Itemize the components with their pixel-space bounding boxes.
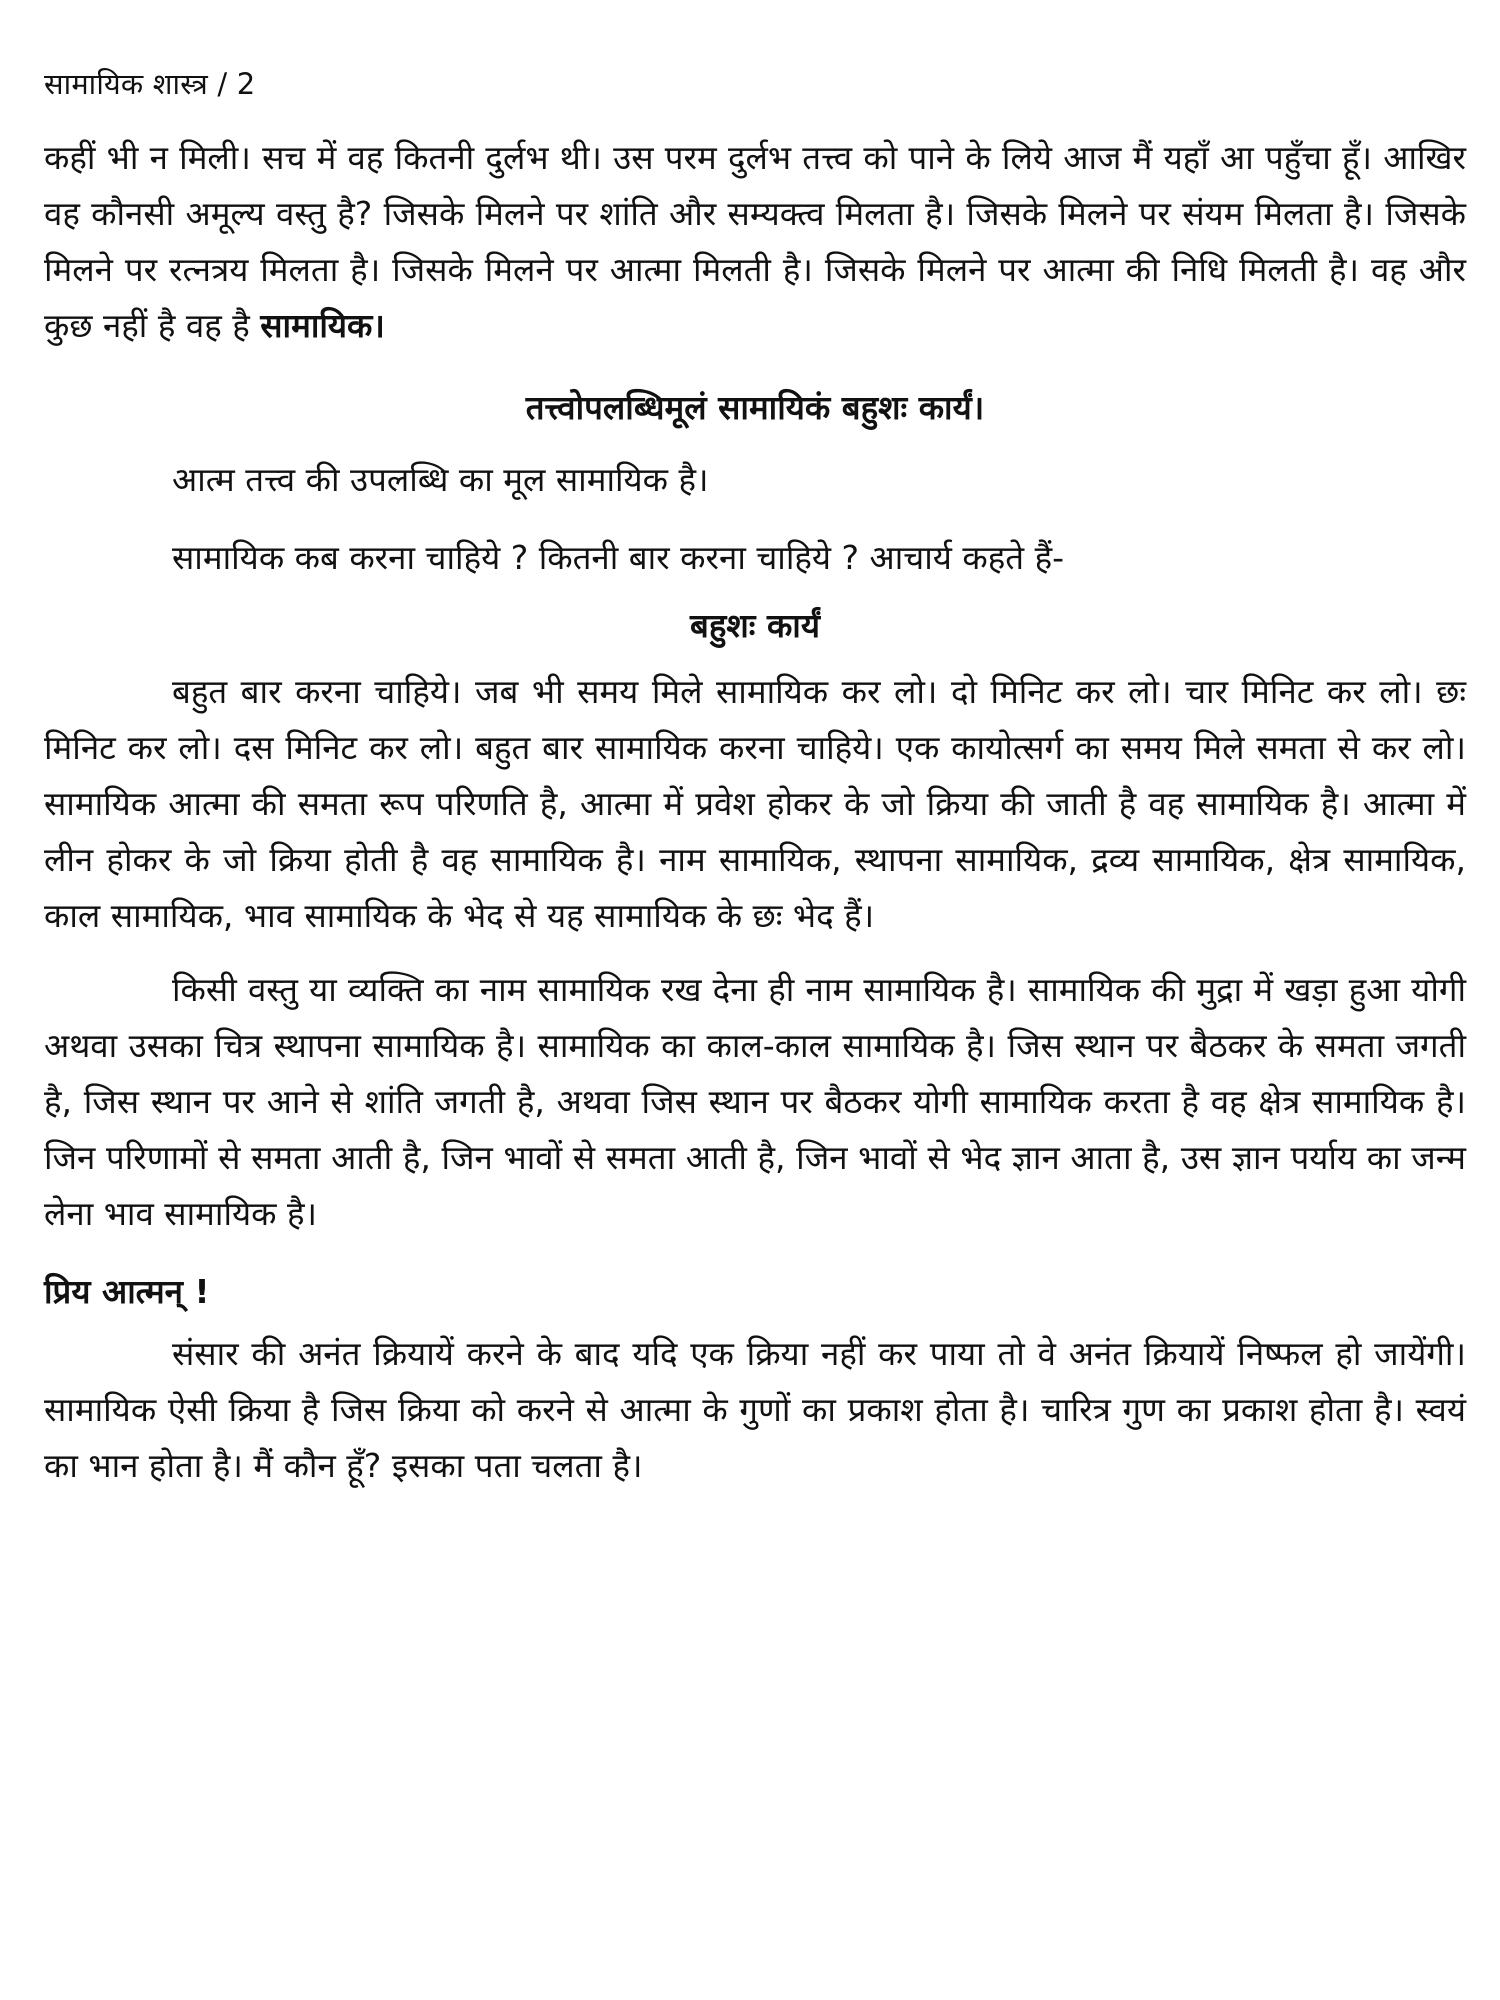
- address-heading: प्रिय आत्मन् !: [44, 1272, 210, 1311]
- paragraph-samayik-types: किसी वस्तु या व्यक्ति का नाम सामायिक रख देना ही नाम सामायिक है। सामायिक की मुद्रा में खड़ा हुआ योगी अथवा उसका चित्र स्थापना सामायिक है। सामायिक का काल-काल सामायिक है। जिस स्थान पर बैठकर के समता जगती है, जिस स्थान पर आने से शांति जगती है, अथवा जिस स्थान पर बैठकर योगी सामायिक करता है वह क्षेत्र सामायिक है। जिन परिणामों से समता आती है, जिन भावों से समता आती है, जिन भावों से भेद ज्ञान आता है, उस ज्ञान पर्याय का जन्म लेना भाव सामायिक है।: [44, 970, 1466, 1233]
- question-line: सामायिक कब करना चाहिये ? कितनी बार करना चाहिये ? आचार्य कहते हैं-: [172, 538, 1065, 577]
- paragraph-opening: [44, 130, 1466, 354]
- running-header: सामायिक शास्त्र / 2: [44, 67, 256, 101]
- sutra-meaning-line: आत्म तत्त्व की उपलब्धि का मूल सामायिक है।: [172, 460, 709, 499]
- sutra-heading: तत्त्वोपलब्धिमूलं सामायिकं बहुशः कार्यं।: [525, 388, 985, 427]
- paragraph-bahush-karyam: बहुत बार करना चाहिये। जब भी समय मिले सामायिक कर लो। दो मिनिट कर लो। चार मिनिट कर लो। छः मिनिट कर लो। दस मिनिट कर लो। बहुत बार सामायिक करना चाहिये। एक कायोत्सर्ग का समय मिले समता से कर लो। सामायिक आत्मा की समता रूप परिणति है, आत्मा में प्रवेश होकर के जो क्रिया की जाती है वह सामायिक है। आत्मा में लीन होकर के जो क्रिया होती है वह सामायिक है। नाम सामायिक, स्थापना सामायिक, द्रव्य सामायिक, क्षेत्र सामायिक, काल सामायिक, भाव सामायिक के भेद से यह सामायिक के छः भेद हैं।: [44, 672, 1466, 935]
- sutra-subheading: बहुशः कार्यं: [690, 606, 820, 645]
- paragraph-opening-text: कहीं भी न मिली। सच में वह कितनी दुर्लभ थी। उस परम दुर्लभ तत्त्व को पाने के लिये आज मैं यहाँ आ पहुँचा हूँ। आखिर वह कौनसी अमूल्य वस्तु है? जिसके मिलने पर शांति और सम्यक्त्व मिलता है। जिसके मिलने पर संयम मिलता है। जिसके मिलने पर रत्नत्रय मिलता है। जिसके मिलने पर आत्मा मिलती है। जिसके मिलने पर आत्मा की निधि मिलती है। वह और कुछ नहीं है वह है: [44, 138, 1466, 345]
- paragraph-opening-bold-word: सामायिक।: [260, 306, 385, 345]
- paragraph-closing: संसार की अनंत क्रियायें करने के बाद यदि एक क्रिया नहीं कर पाया तो वे अनंत क्रियायें निष्फल हो जायेंगी। सामायिक ऐसी क्रिया है जिस क्रिया को करने से आत्मा के गुणों का प्रकाश होता है। चारित्र गुण का प्रकाश होता है। स्वयं का भान होता है। मैं कौन हूँ? इसका पता चलता है।: [44, 1334, 1466, 1485]
